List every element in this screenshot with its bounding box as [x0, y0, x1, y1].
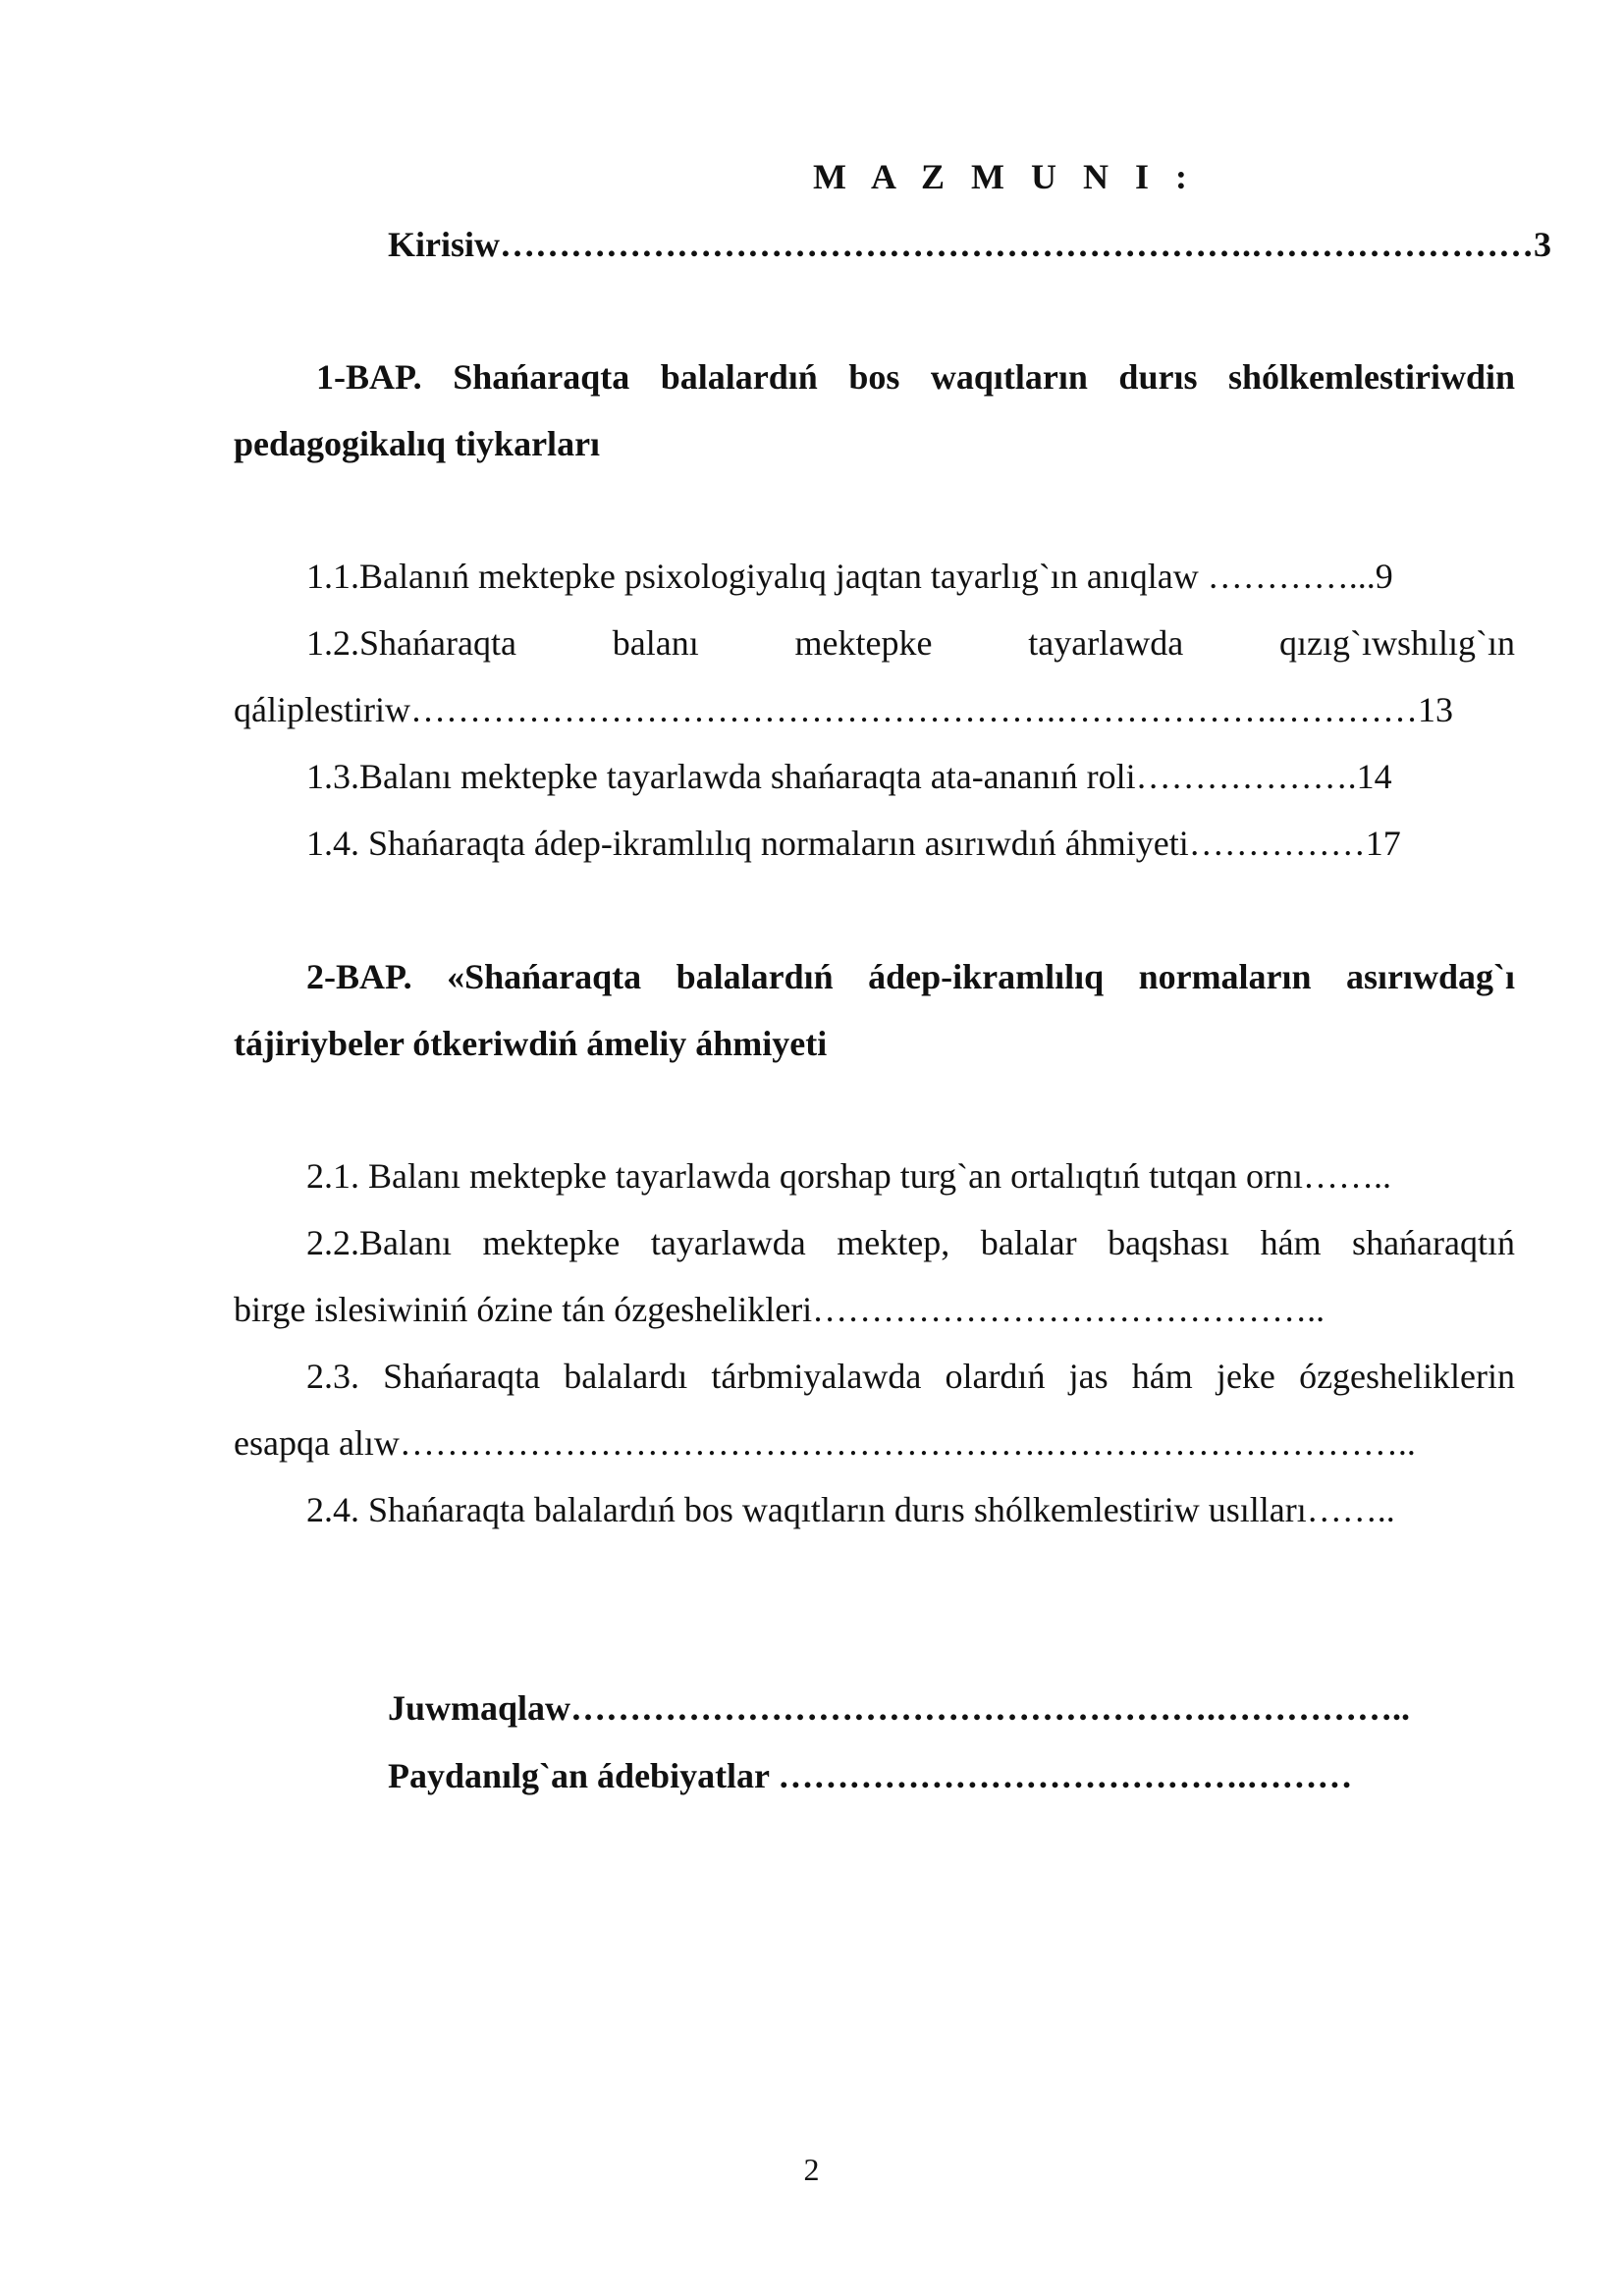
toc-entry-2-3-line-2: esapqa alıw……………………………………………….………………………….. [234, 1423, 1416, 1463]
chapter-2-heading-line-2: tájiriybeler ótkeriwdiń ámeliy áhmiyeti [234, 1024, 828, 1063]
toc-entry-2-4: 2.4. Shańaraqta balalardıń bos waqıtların durıs shólkemlestiriw usılları…….. [306, 1490, 1395, 1529]
toc-entry-introduction: Kirisiw……………………………………………………….……………………3 [388, 225, 1551, 264]
toc-entry-1-2-line-1: 1.2.Shańaraqta balanı mektepke tayarlawda qızıg`ıwshılıg`ın [306, 623, 1515, 663]
chapter-2-heading-line-1: 2-BAP. «Shańaraqta balalardıń ádep-ikramlılıq normaların asırıwdag`ı [306, 957, 1515, 996]
toc-entry-conclusion: Juwmaqlaw……………………………………………….…………….. [388, 1688, 1411, 1728]
toc-entry-2-3-line-1: 2.3. Shańaraqta balalardı tárbmiyalawda olardıń jas hám jeke ózgesheliklerin [306, 1357, 1515, 1396]
toc-entry-1-4: 1.4. Shańaraqta ádep-ikramlılıq normaların asırıwdıń áhmiyeti……………17 [306, 824, 1401, 863]
toc-entry-references: Paydanılg`an ádebiyatlar ………………………………….……… [388, 1756, 1353, 1795]
toc-entry-1-3: 1.3.Balanı mektepke tayarlawda shańaraqta ata-ananıń roli……………….14 [306, 757, 1392, 796]
toc-title: M A Z M U N I : [813, 157, 1196, 196]
page-number: 2 [803, 2152, 820, 2187]
chapter-1-heading-line-2: pedagogikalıq tiykarları [234, 424, 601, 463]
toc-entry-2-2-line-2: birge islesiwiniń ózine tán ózgeshelikleri…………………………………….. [234, 1290, 1325, 1329]
toc-entry-2-1: 2.1. Balanı mektepke tayarlawda qorshap turg`an ortalıqtıń tutqan ornı…….. [306, 1156, 1392, 1196]
toc-entry-2-2-line-1: 2.2.Balanı mektepke tayarlawda mektep, balalar baqshası hám shańaraqtıń [306, 1223, 1515, 1262]
chapter-1-heading-line-1: 1-BAP. Shańaraqta balalardıń bos waqıtların durıs shólkemlestiriwdin [316, 357, 1515, 397]
toc-entry-1-1: 1.1.Balanıń mektepke psixologiyalıq jaqtan tayarlıg`ın anıqlaw …………...9 [306, 557, 1393, 596]
toc-entry-1-2-line-2: qáliplestiriw……………………………………………….……………….…………13 [234, 690, 1453, 729]
